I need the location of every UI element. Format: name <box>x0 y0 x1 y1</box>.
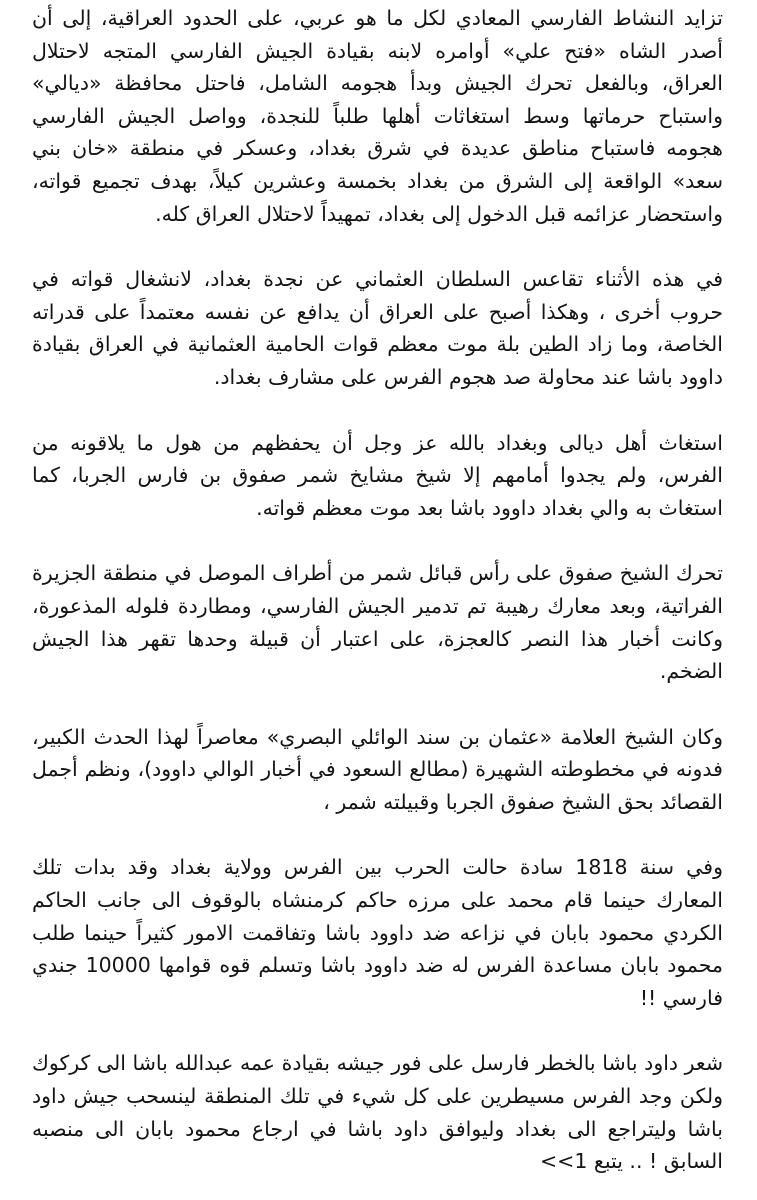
paragraph-5: وكان الشيخ العلامة «عثمان بن سند الوائلي البصري» معاصراً لهذا الحدث الكبير، فدونه في مخطوطته الشهيرة (مطالع السعود في أخبار الوالي داوود)، ونظم أجمل القصائد بحق الشيخ صفوق الجربا وقبيلته شمر ، <box>32 724 723 814</box>
paragraph-6: وفي سنة 1818 سادة حالت الحرب بين الفرس وولاية بغداد وقد بدات تلك المعارك حينما قام محمد على مرزه حاكم كرمنشاه بالوقوف الى جانب الحاكم الكردي محمود بابان في نزاعه ضد داوود باشا وتفاقمت الامور كثيراً حينما طلب محمود بابان مساعدة الفرس له ضد داوود باشا وتسلم قوه قوامها 10000 جندي فارسي !! <box>32 855 723 1010</box>
paragraph-2: في هذه الأثناء تقاعس السلطان العثماني عن نجدة بغداد، لانشغال قواته في حروب أخرى ، وهكذا أصبح على العراق أن يدافع عن نفسه معتمداً على قدراته الخاصة، وما زاد الطين بلة موت معظم قوات الحامية العثمانية في العراق بقيادة داوود باشا عند محاولة صد هجوم الفرس على مشارف بغداد. <box>32 267 723 389</box>
paragraph-4: تحرك الشيخ صفوق على رأس قبائل شمر من أطراف الموصل في منطقة الجزيرة الفراتية، وبعد معارك رهيبة تم تدمير الجيش الفارسي، ومطاردة فلوله المذعورة، وكانت أخبار هذا النصر كالعجزة، على اعتبار أن قبيلة وحدها تقهر هذا الجيش الضخم. <box>32 561 723 684</box>
paragraph-1: تزايد النشاط الفارسي المعادي لكل ما هو عربي، على الحدود العراقية، إلى أن أصدر الشاه «فتح علي» أوامره لابنه بقيادة الجيش الفارسي المتجه لاحتلال العراق، وبالفعل تحرك الجيش وبدأ هجومه الشامل، فاحتل محافظة «ديالي» واستباح حرماتها وسط استغاثات أهلها طلباً للنجدة، وواصل الجيش الفارسي هجومه فاستباح مناطق عديدة في شرق بغداد، وعسكر في منطقة «خان بني سعد» الواقعة إلى الشرق من بغداد بخمسة وعشرين كيلاً، بهدف تجميع قواته، واستحضار عزائمه قبل الدخول إلى بغداد، تمهيداً لاحتلال العراق كله. <box>32 6 723 226</box>
paragraph-3: استغاث أهل ديالى وبغداد بالله عز وجل أن يحفظهم من هول ما يلاقونه من الفرس، ولم يجدوا أمامهم إلا شيخ مشايخ شمر صفوق بن فارس الجربا، كما استغاث به والي بغداد داوود باشا بعد موت معظم قواته. <box>32 430 723 520</box>
paragraph-7: شعر داود باشا بالخطر فارسل على فور جيشه بقيادة عمه عبدالله باشا الى كركوك ولكن وجد الفرس مسيطرين على كل شيء في تلك المنطقة لينسحب جيش داود باشا وليتراجع الى بغداد وليوافق داود باشا في ارجاع محمود بابان الى منصبه السابق ! .. يتبع 1>> <box>32 1051 723 1174</box>
